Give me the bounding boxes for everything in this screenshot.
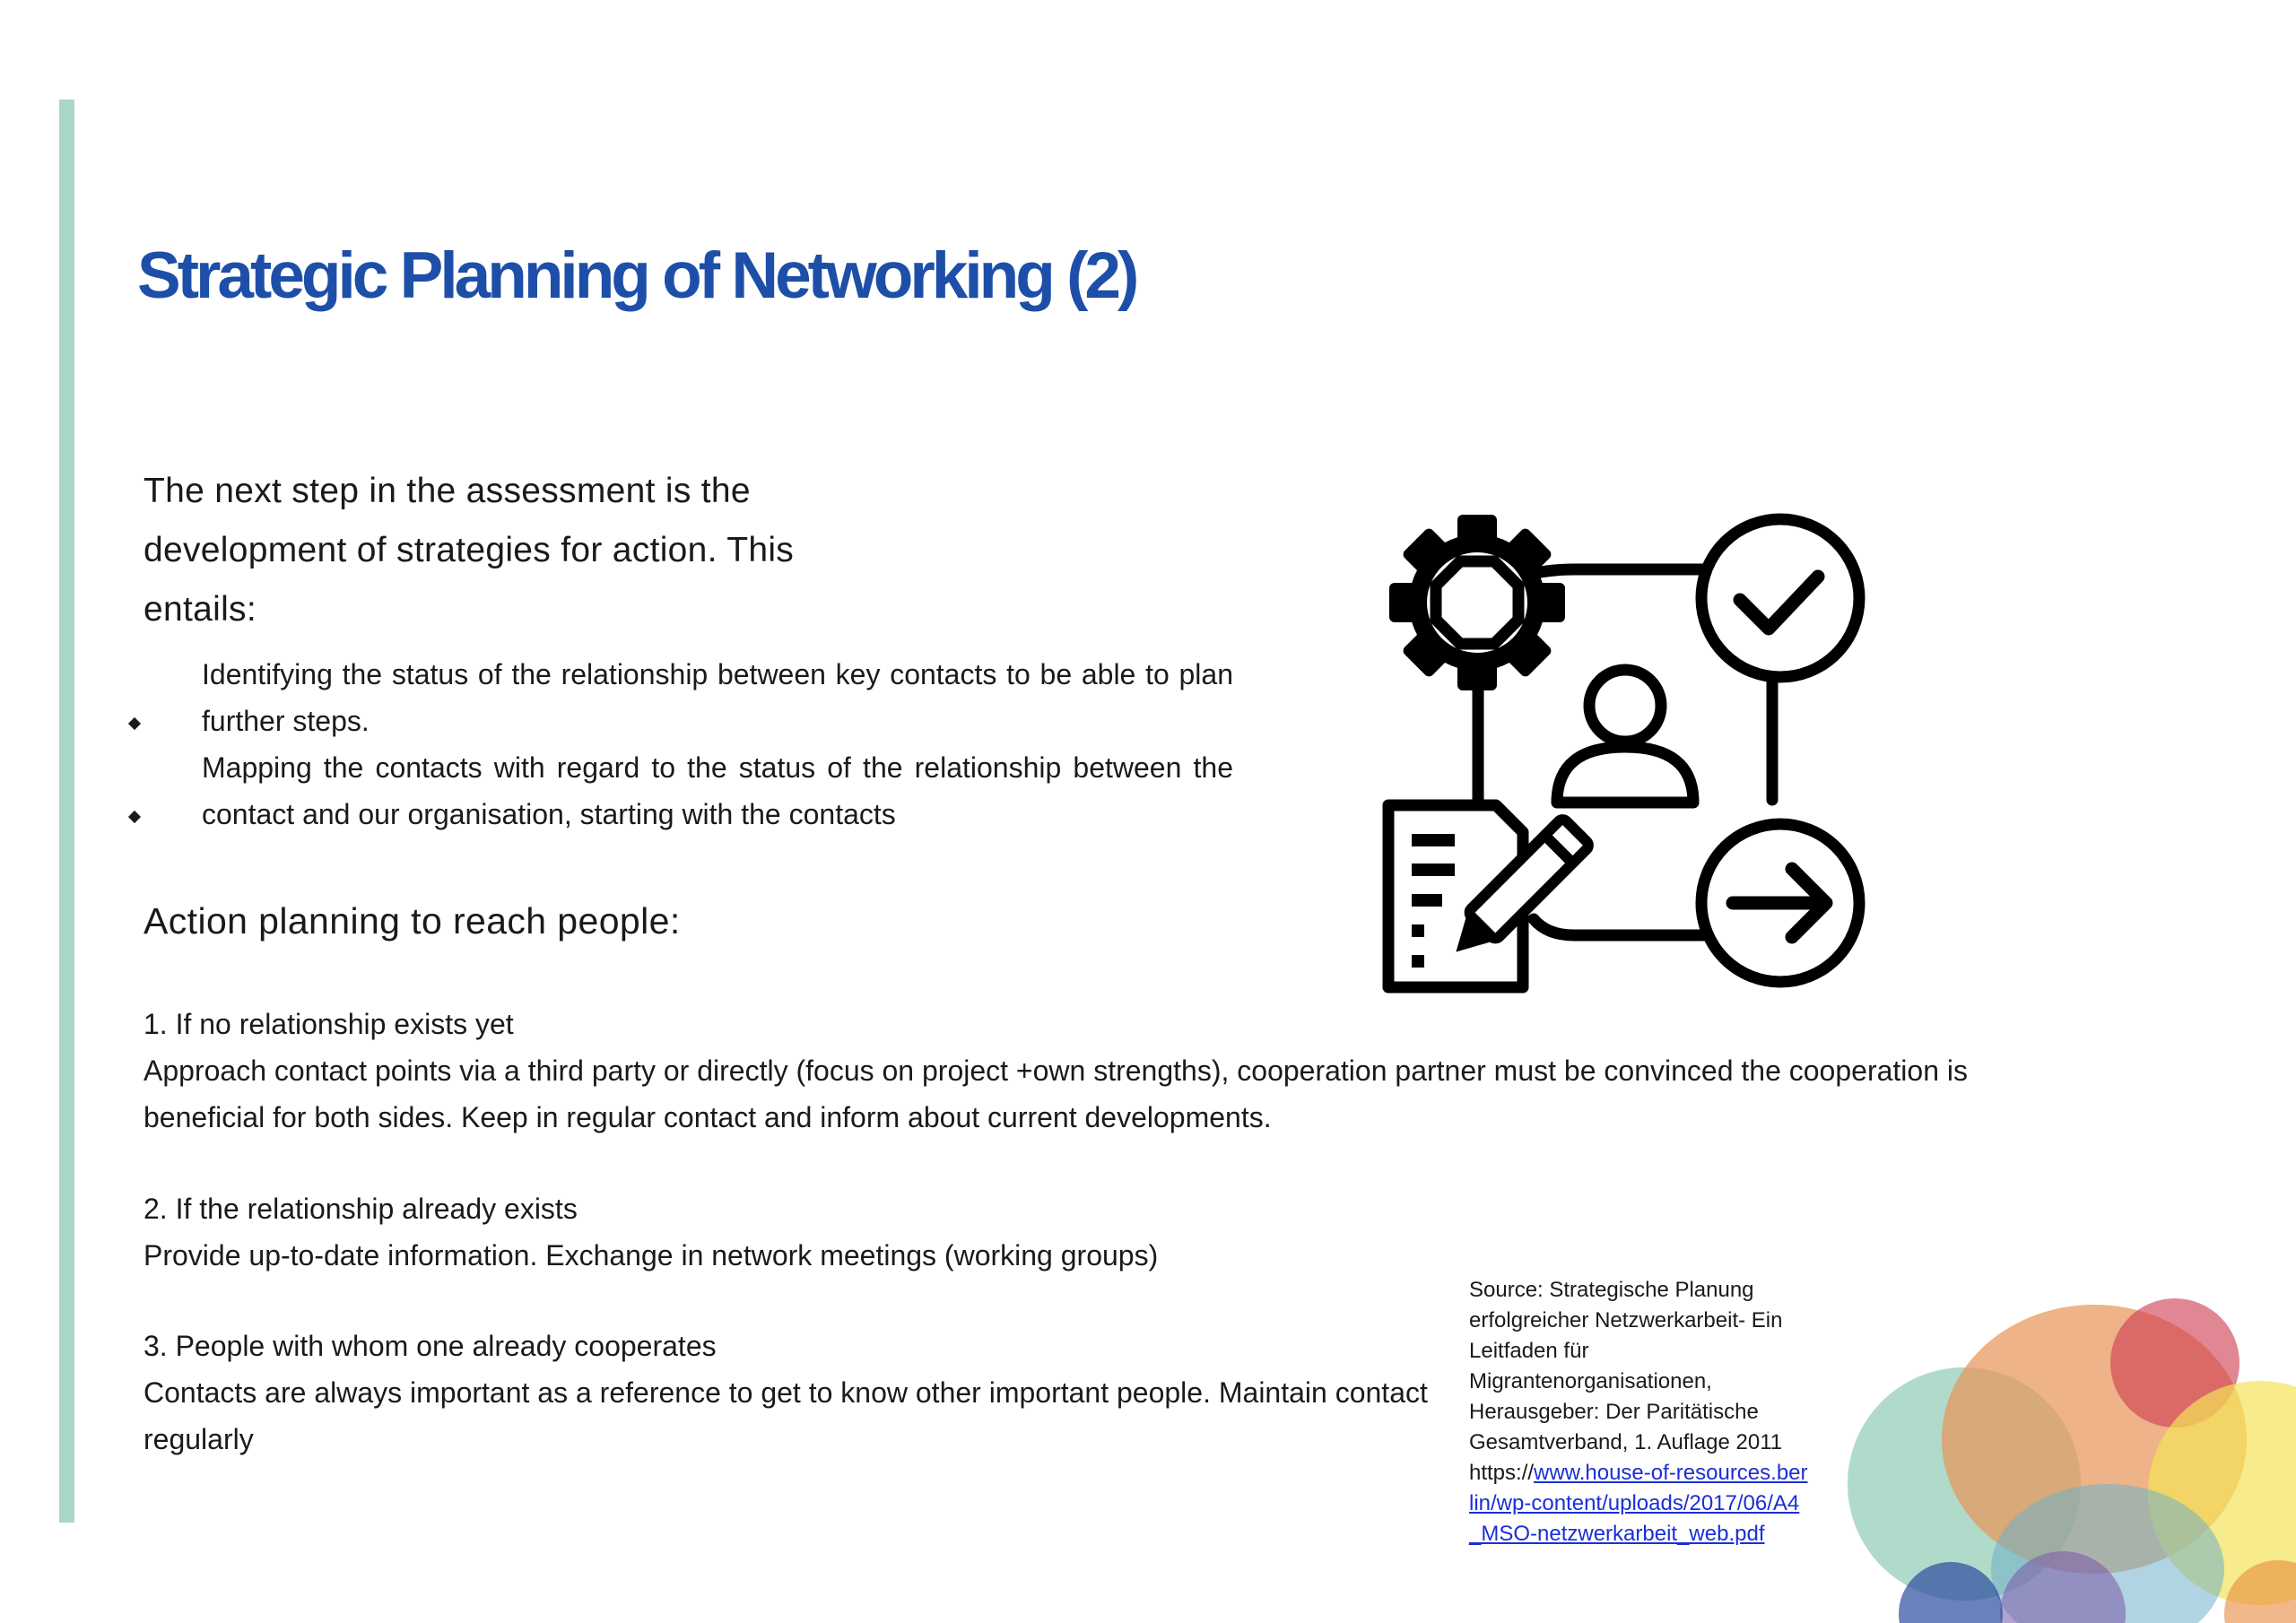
bubble-group xyxy=(1848,1298,2296,1623)
case-heading: 2. If the relationship already exists xyxy=(144,1193,578,1225)
bullet-list xyxy=(130,651,1233,838)
source-link[interactable]: www.house-of-resources.berlin/wp-content/uploads/2017/06/A4_MSO-netzwerkarbeit_web.pdf xyxy=(1469,1461,1808,1546)
action-planning-heading: Action planning to reach people: xyxy=(144,900,681,942)
arrow-right-circle-icon xyxy=(1701,824,1859,982)
case-no-relationship xyxy=(144,1001,1973,1141)
source-citation xyxy=(1469,1275,1810,1549)
bullet-marker xyxy=(128,717,141,730)
intro-text: The next step in the assessment is the development of strategies for action. This entails: xyxy=(144,472,795,629)
gear-icon xyxy=(1389,515,1565,690)
case-heading: 1. If no relationship exists yet xyxy=(144,1008,514,1040)
bullet-item xyxy=(130,744,1233,838)
person-icon xyxy=(1557,670,1693,803)
case-existing-relationship xyxy=(144,1185,1973,1279)
bullet-item xyxy=(130,651,1233,744)
network-planning-icon xyxy=(1381,507,1869,994)
case-cooperating-people xyxy=(144,1323,1453,1462)
slide-title: Strategic Planning of Networking (2) xyxy=(137,239,1136,312)
bullet-text: Mapping the contacts with regard to the status of the relationship between the contact and our organisation, starting with the contacts xyxy=(202,751,1233,830)
decorative-speech-bubbles xyxy=(1794,1282,2296,1623)
document-edit-icon xyxy=(1388,805,1590,987)
source-text: Source: Strategische Planung erfolgreicher Netzwerkarbeit- Ein Leitfaden für Migrantenorganisationen, Herausgeber: Der Paritätische Gesamtverband, 1. Auflage 2011 xyxy=(1469,1278,1783,1454)
source-link-prefix: https:// xyxy=(1469,1461,1535,1485)
case-text: Provide up-to-date information. Exchange in network meetings (working groups) xyxy=(144,1239,1159,1271)
source-link-line xyxy=(1469,1458,1810,1549)
bullet-text: Identifying the status of the relationship between key contacts to be able to plan further steps. xyxy=(202,658,1233,737)
side-accent-bar xyxy=(59,100,74,1523)
case-text: Approach contact points via a third party or directly (focus on project +own strengths), cooperation partner must be convinced the cooperation is beneficial for both sides. Keep in regular contact and inform about current developments. xyxy=(144,1055,1968,1133)
case-text: Contacts are always important as a reference to get to know other important people. Maintain contact regularly xyxy=(144,1376,1428,1455)
case-heading: 3. People with whom one already cooperates xyxy=(144,1330,717,1362)
bullet-marker xyxy=(128,811,141,823)
checkmark-circle-icon xyxy=(1701,519,1859,677)
